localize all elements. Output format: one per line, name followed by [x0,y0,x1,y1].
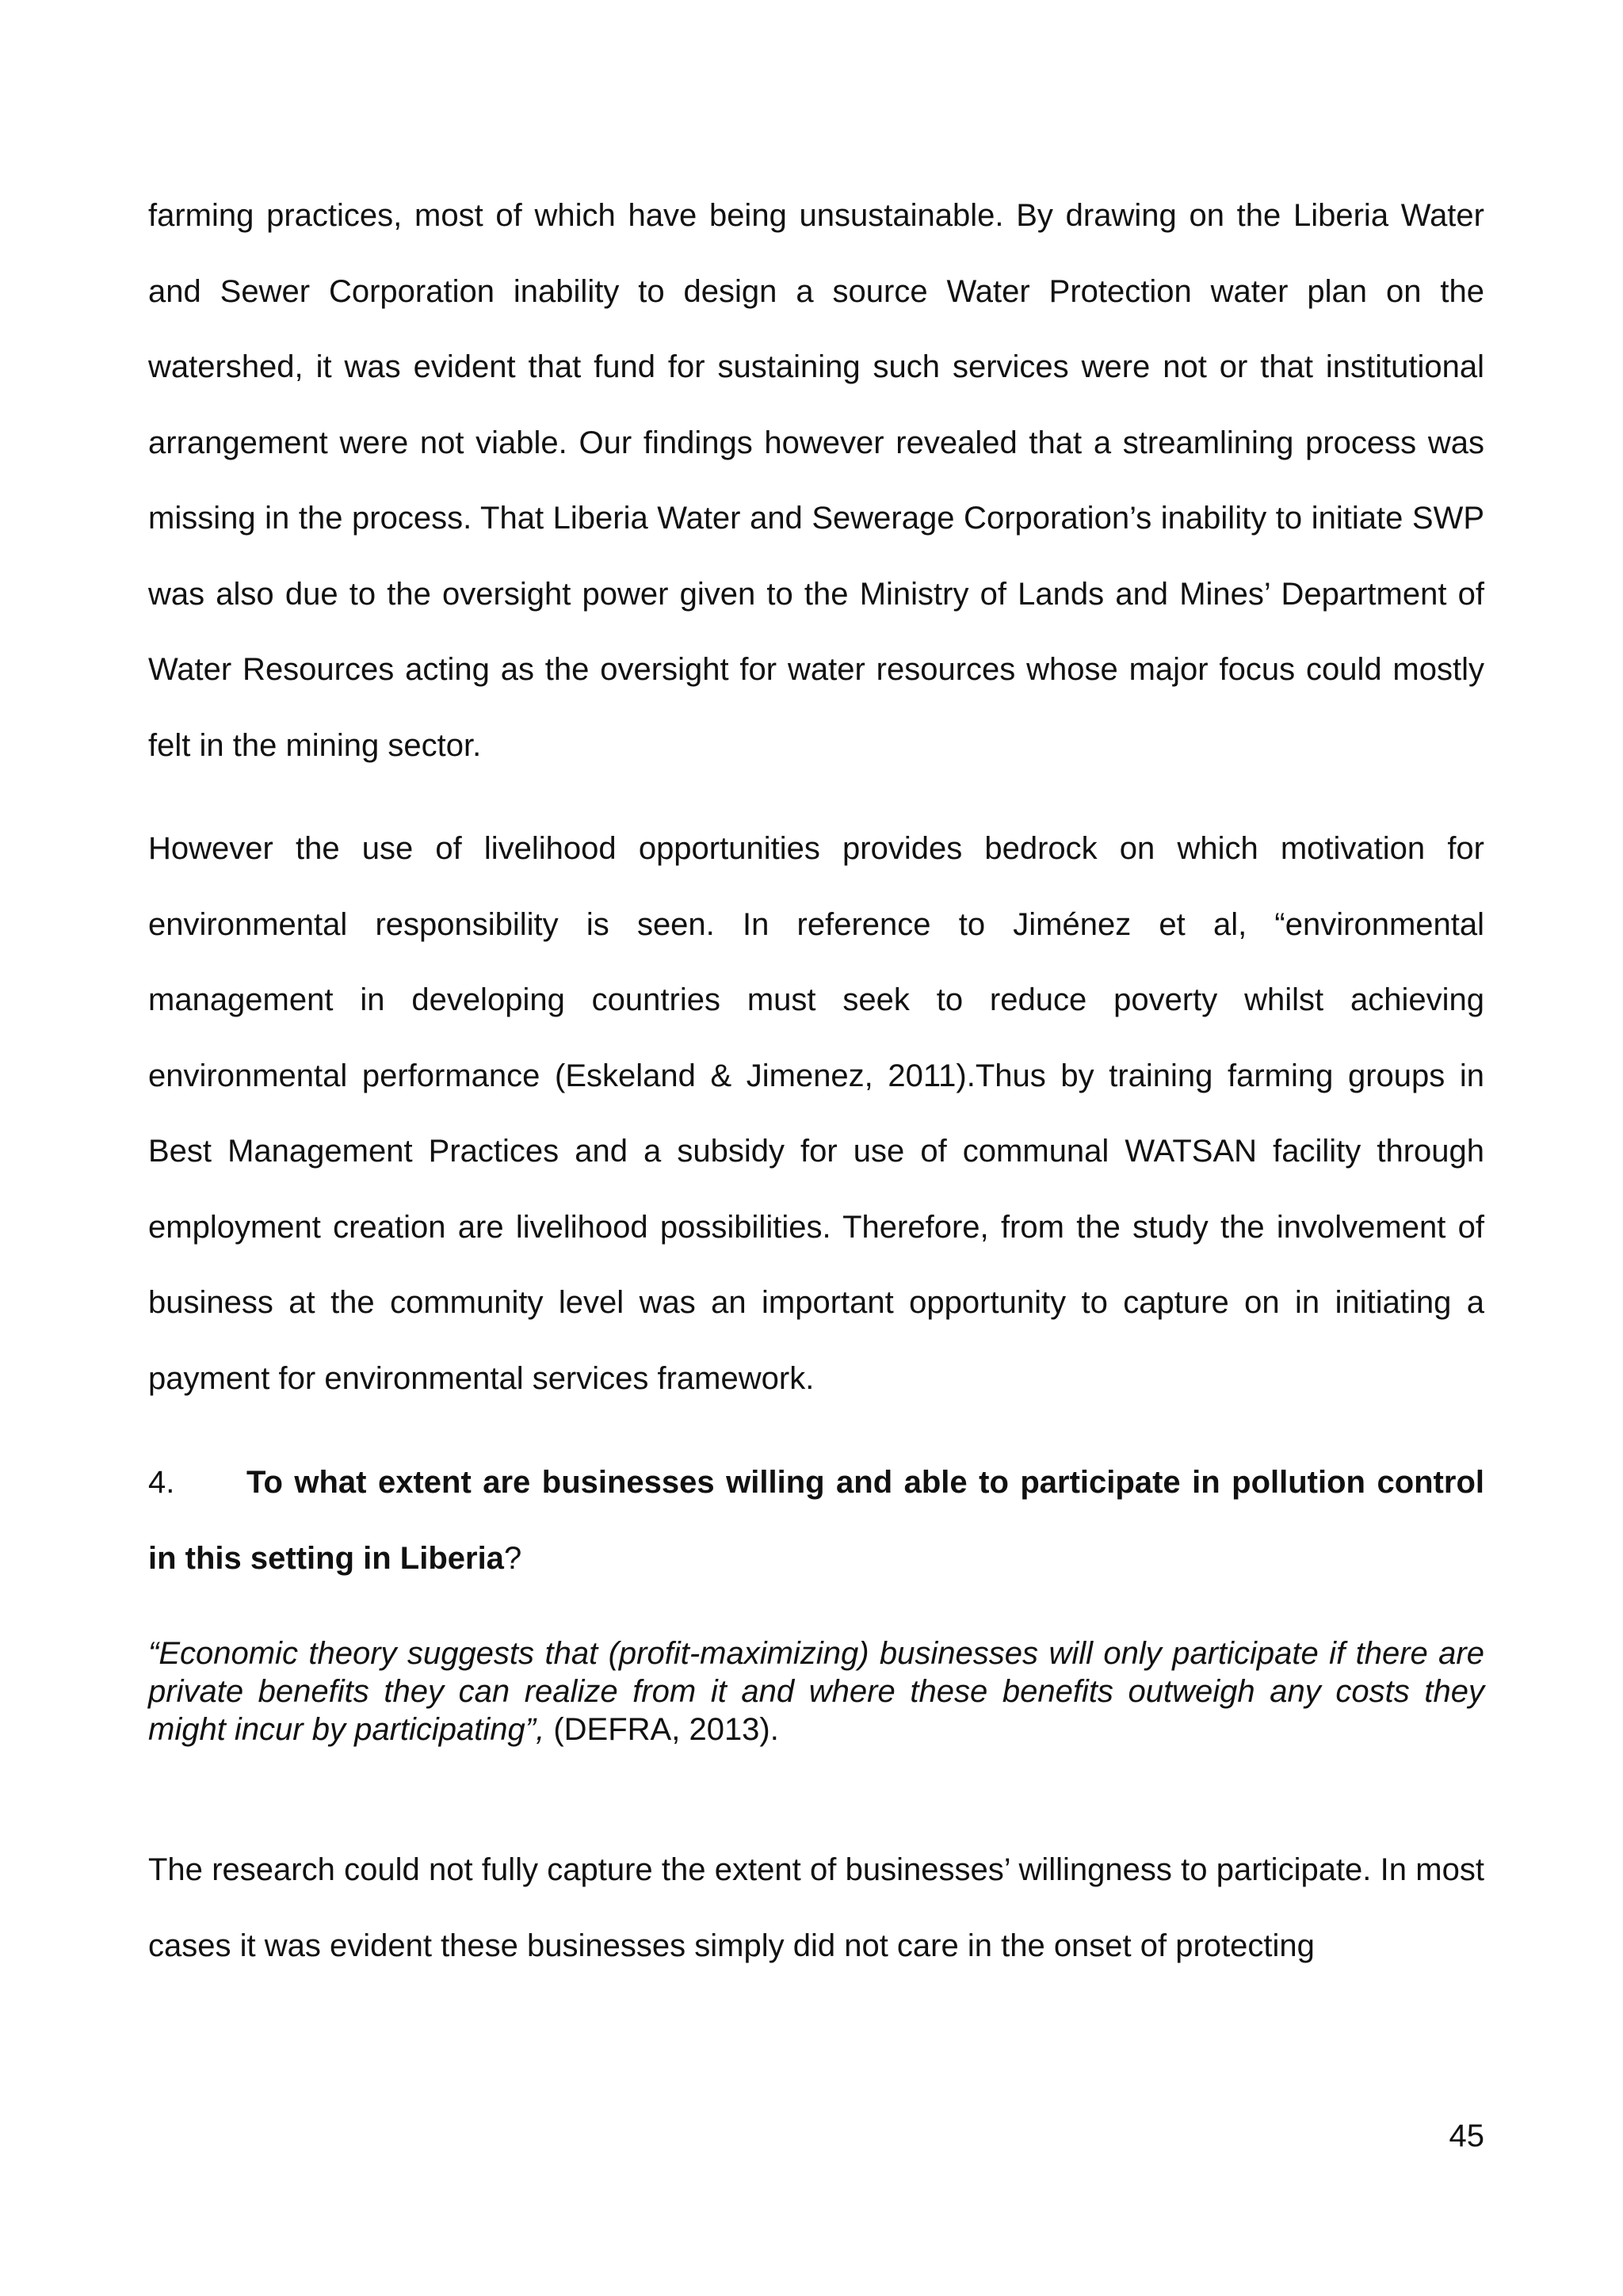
body-paragraph-3: The research could not fully capture the extent of businesses’ willingness to participate. In most cases it was evident these businesses simply did not care in the onset of protecting [148,1852,1484,1963]
question-heading [148,1444,1484,1596]
quote-citation: (DEFRA, 2013). [544,1712,779,1747]
question-mark: ? [503,1541,522,1576]
question-number: 4. [148,1465,175,1500]
block-quote [148,1634,1484,1749]
question-text: To what extent are businesses willing and able to participate in pollution control in this setting in Liberia [148,1465,1484,1576]
body-paragraph-2: However the use of livelihood opportunities provides bedrock on which motivation for environmental responsibility is seen. In reference to Jiménez et al, “environmental management in developing countries must seek to reduce poverty whilst achieving environmental performance (Eskeland & Jimenez, 2011).Thus by training farming groups in Best Management Practices and a subsidy for use of communal WATSAN facility through employment creation are livelihood possibilities. Therefore, from the study the involvement of business at the community level was an important opportunity to capture on in initiating a payment for environmental services framework. [148,831,1484,1396]
quote-text: “Economic theory suggests that (profit-maximizing) businesses will only participate if there are private benefits they can realize from it and where these benefits outweigh any costs they might incur by participating”, [148,1636,1484,1747]
body-paragraph-1: farming practices, most of which have being unsustainable. By drawing on the Liberia Water and Sewer Corporation inability to design a source Water Protection water plan on the watershed, it was evident that fund for sustaining such services were not or that institutional arrangement were not viable. Our findings however revealed that a streamlining process was missing in the process. That Liberia Water and Sewerage Corporation’s inability to initiate SWP was also due to the oversight power given to the Ministry of Lands and Mines’ Department of Water Resources acting as the oversight for water resources whose major focus could mostly felt in the mining sector. [148,198,1484,763]
page-number: 45 [1449,2119,1484,2153]
